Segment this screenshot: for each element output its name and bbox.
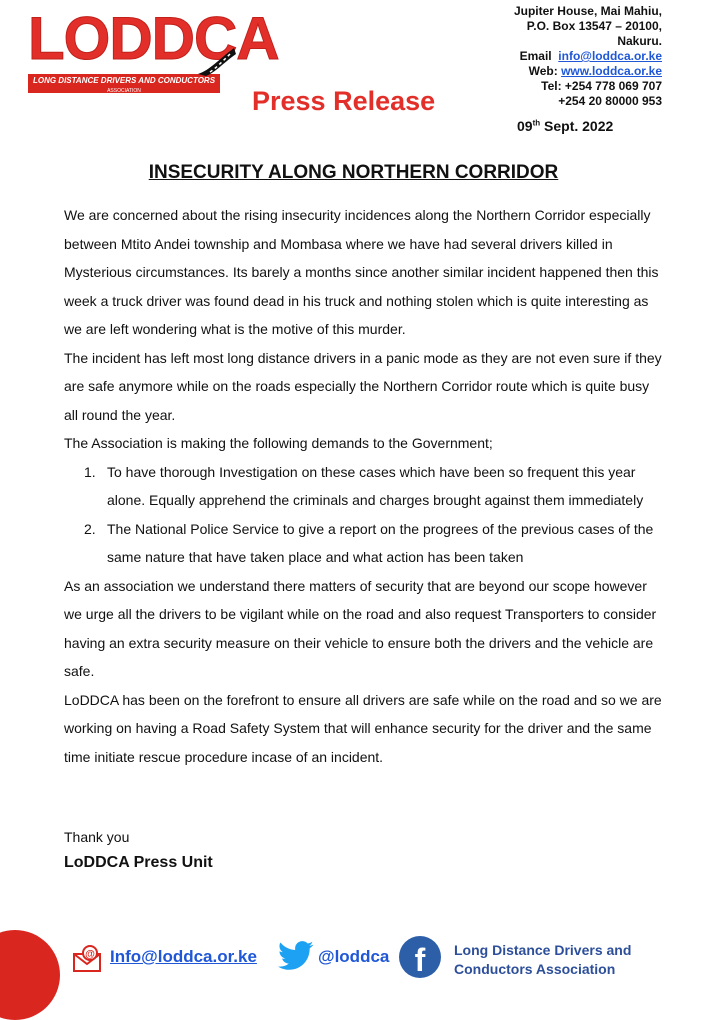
body-paragraph: LoDDCA has been on the forefront to ensure all drivers are safe while on the road and so we are working on having a Road Safety System that will enhance security for the driver and the same time initiate rescue procedure incase of an incident. [64, 691, 662, 765]
address-line: P.O. Box 13547 – 20100, [526, 19, 662, 33]
contact-address [514, 4, 662, 109]
press-release-heading: Press Release [252, 86, 436, 116]
date-day: 09 [517, 118, 533, 134]
list-number: 1. [84, 463, 96, 480]
facebook-icon[interactable]: f [399, 936, 441, 978]
facebook-line: Long Distance Drivers and [454, 942, 632, 958]
release-date [517, 118, 613, 134]
date-suffix: th [532, 118, 541, 128]
address-line: Nakuru. [617, 34, 662, 48]
demands-list [64, 458, 664, 572]
footer-email-link[interactable]: Info@loddca.or.ke [110, 947, 257, 966]
web-line [514, 64, 662, 79]
footer-decoration [0, 930, 60, 1020]
email-link[interactable]: info@loddca.or.ke [558, 49, 662, 63]
list-text: To have thorough Investigation on these cases which have been so frequent this year alone. Equally apprehend the criminals and charges brought against them immediately [107, 463, 644, 508]
logo-association: ASSOCIATION [107, 88, 141, 94]
list-text: The National Police Service to give a report on the progrees of the previous cases of the same nature that have taken place and what action has been taken [107, 520, 654, 565]
logo-text: LODDCA [28, 5, 279, 72]
document-title: INSECURITY ALONG NORTHERN CORRIDOR [148, 162, 559, 183]
tel-line: +254 20 80000 953 [558, 94, 662, 108]
email-line [514, 49, 662, 64]
facebook-line: Conductors Association [454, 961, 616, 977]
address-line: Jupiter House, Mai Mahiu, [513, 4, 662, 18]
list-number: 2. [84, 520, 96, 537]
closing-thanks: Thank you [64, 829, 130, 845]
email-label: Email [519, 49, 552, 63]
facebook-page-name[interactable] [454, 941, 631, 979]
body-paragraph: As an association we understand there matters of security that are beyond our scope however we urge all the drivers to be vigilant while on the road and also request Transporters to consider having an extra security measure on their vehicle to ensure both the drivers and the vehicle are safe. [64, 577, 657, 679]
email-icon [72, 945, 106, 973]
list-item [64, 458, 664, 515]
date-rest: Sept. 2022 [540, 118, 614, 134]
web-link[interactable]: www.loddca.or.ke [561, 64, 662, 78]
body-paragraph: The incident has left most long distance drivers in a panic mode as they are not even sure if they are safe anymore while on the roads especially the Northern Corridor route which is quite busy all round the year. [64, 349, 662, 423]
body-paragraph: The Association is making the following demands to the Government; [64, 435, 493, 451]
twitter-handle[interactable]: @loddca [318, 947, 390, 966]
document-body [64, 201, 664, 771]
signature-unit: LoDDCA Press Unit [64, 854, 213, 871]
twitter-icon[interactable] [278, 940, 314, 972]
web-label: Web: [528, 64, 558, 78]
svg-text:@: @ [85, 949, 95, 960]
tel-line: Tel: +254 778 069 707 [541, 79, 662, 93]
logo [28, 5, 279, 100]
road-icon [196, 46, 236, 76]
list-item [64, 515, 664, 572]
body-paragraph: We are concerned about the rising insecurity incidences along the Northern Corridor especially between Mtito Andei township and Mombasa where we have had several drivers killed in Mysterious circumstances. Its barely a months since another similar incident happened then this week a truck driver was found dead in his truck and nothing stolen which is quite interesting as we are left wondering what is the motive of this murder. [64, 207, 659, 337]
logo-subtitle: LONG DISTANCE DRIVERS AND CONDUCTORS [32, 76, 216, 85]
